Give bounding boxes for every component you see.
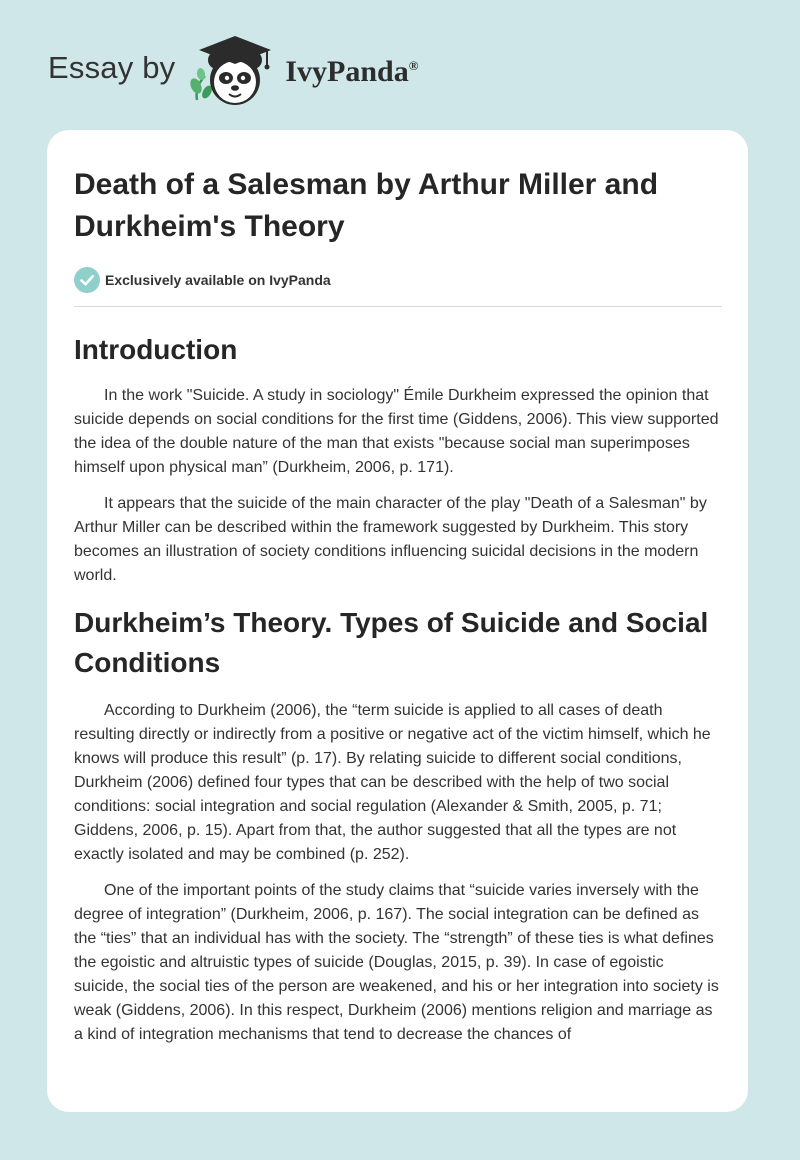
essay-title: Death of a Salesman by Arthur Miller and Durkheim's Theory [74,168,659,243]
paragraph: One of the important points of the study claims that “suicide varies inversely with the degree of integration” (Durkheim, 2006, p. 167). The social integration can be defined as the “ties” that an individual has with the society. The “strength” of these ties is what defines the egoistic and altruistic types of suicide (Douglas, 2015, p. 39). In case of egoistic suicide, the social ties of the person are weakened, and his or her integration into society is weak (Giddens, 2006). In this respect, Durkheim (2006) mentions religion and marriage as a kind of integration mechanisms that tend to decrease the chances of [74,882,719,1043]
check-circle-icon [74,267,100,293]
section-durkheim-theory [74,603,722,1047]
exclusive-badge [74,267,722,293]
paragraph: It appears that the suicide of the main character of the play "Death of a Salesman" by Arthur Miller can be described within the framework suggested by Durkheim. This story becomes an illustration of society conditions influencing suicidal decisions in the modern world. [74,495,707,584]
site-header [48,30,418,110]
panda-graduate-logo-icon[interactable] [187,30,283,110]
brand-name[interactable]: IvyPanda® [285,55,419,88]
divider [74,306,722,307]
paragraph: According to Durkheim (2006), the “term suicide is applied to all cases of death resulting directly or indirectly from a positive or negative act of the victim himself, which he knows will produce this result” (p. 17). By relating suicide to different social conditions, Durkheim (2006) defined four types that can be described with the help of two social conditions: social integration and social regulation (Alexander & Smith, 2005, p. 71; Giddens, 2006, p. 15). Apart from that, the author suggested that all the types are not exactly isolated and may be combined (p. 252). [74,702,711,863]
registered-mark: ® [408,58,419,73]
brand-prefix: Essay by [48,50,176,85]
section-introduction [74,330,722,588]
badge-label: Exclusively available on IvyPanda [105,272,331,288]
paragraph: In the work "Suicide. A study in sociology" Émile Durkheim expressed the opinion that suicide depends on social conditions for the first time (Giddens, 2006). This view supported the idea of the double nature of the man that exists "because social man superimposes himself upon physical man” (Durkheim, 2006, p. 171). [74,387,719,476]
section-heading: Introduction [74,334,238,365]
essay-card [47,130,748,1112]
section-heading: Durkheim’s Theory. Types of Suicide and Social Conditions [74,607,709,678]
